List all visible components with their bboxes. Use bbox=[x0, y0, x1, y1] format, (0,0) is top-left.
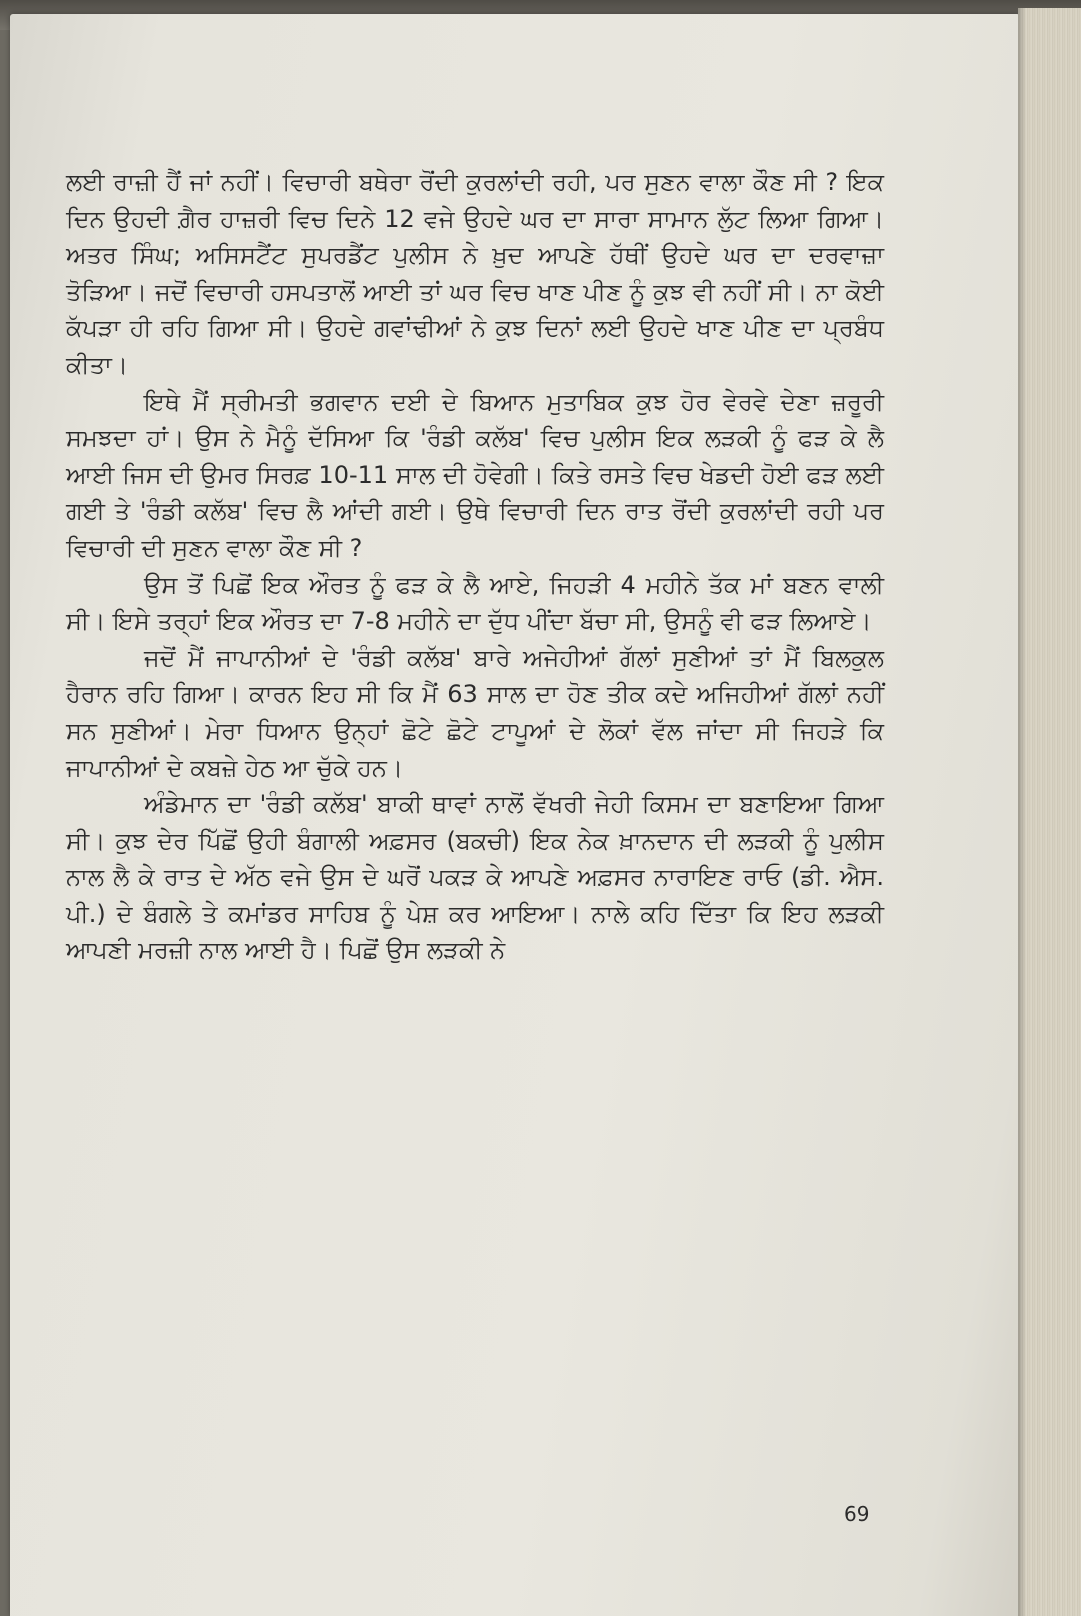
paragraph-5: ਅੰਡੇਮਾਨ ਦਾ 'ਰੰਡੀ ਕਲੱਬ' ਬਾਕੀ ਥਾਵਾਂ ਨਾਲੋਂ ਵੱਖਰੀ ਜੇਹੀ ਕਿਸਮ ਦਾ ਬਣਾਇਆ ਗਿਆ ਸੀ। ਕੁਝ ਦੇਰ ਪਿੱਛੋਂ ਉਹੀ ਬੰਗਾਲੀ ਅਫ਼ਸਰ (ਬਕਚੀ) ਇਕ ਨੇਕ ਖ਼ਾਨਦਾਨ ਦੀ ਲੜਕੀ ਨੂੰ ਪੁਲੀਸ ਨਾਲ ਲੈ ਕੇ ਰਾਤ ਦੇ ਅੱਠ ਵਜੇ ਉਸ ਦੇ ਘਰੋਂ ਪਕੜ ਕੇ ਆਪਣੇ ਅਫ਼ਸਰ ਨਾਰਾਇਣ ਰਾਓ (ਡੀ. ਐਸ. ਪੀ.) ਦੇ ਬੰਗਲੇ ਤੇ ਕਮਾਂਡਰ ਸਾਹਿਬ ਨੂੰ ਪੇਸ਼ ਕਰ ਆਇਆ। ਨਾਲੇ ਕਹਿ ਦਿੱਤਾ ਕਿ ਇਹ ਲੜਕੀ ਆਪਣੀ ਮਰਜ਼ੀ ਨਾਲ ਆਈ ਹੈ। ਪਿਛੋਂ ਉਸ ਲੜਕੀ ਨੇ bbox=[66, 790, 884, 965]
paragraph-3: ਉਸ ਤੋਂ ਪਿਛੋਂ ਇਕ ਔਰਤ ਨੂੰ ਫੜ ਕੇ ਲੈ ਆਏ, ਜਿਹੜੀ 4 ਮਹੀਨੇ ਤੱਕ ਮਾਂ ਬਣਨ ਵਾਲੀ ਸੀ। ਇਸੇ ਤਰ੍ਹਾਂ ਇਕ ਔਰਤ ਦਾ 7-8 ਮਹੀਨੇ ਦਾ ਦੁੱਧ ਪੀਂਦਾ ਬੱਚਾ ਸੀ, ਉਸਨੂੰ ਵੀ ਫੜ ਲਿਆਏ। bbox=[66, 570, 884, 636]
book-page-edges bbox=[1018, 8, 1081, 1616]
page-number: 69 bbox=[844, 1502, 870, 1526]
paragraph-4: ਜਦੋਂ ਮੈਂ ਜਾਪਾਨੀਆਂ ਦੇ 'ਰੰਡੀ ਕਲੱਬ' ਬਾਰੇ ਅਜੇਹੀਆਂ ਗੱਲਾਂ ਸੁਣੀਆਂ ਤਾਂ ਮੈਂ ਬਿਲਕੁਲ ਹੈਰਾਨ ਰਹਿ ਗਿਆ। ਕਾਰਨ ਇਹ ਸੀ ਕਿ ਮੈਂ 63 ਸਾਲ ਦਾ ਹੋਣ ਤੀਕ ਕਦੇ ਅਜਿਹੀਆਂ ਗੱਲਾਂ ਨਹੀਂ ਸਨ ਸੁਣੀਆਂ। ਮੇਰਾ ਧਿਆਨ ਉਨ੍ਹਾਂ ਛੋਟੇ ਛੋਟੇ ਟਾਪੂਆਂ ਦੇ ਲੋਕਾਂ ਵੱਲ ਜਾਂਦਾ ਸੀ ਜਿਹੜੇ ਕਿ ਜਾਪਾਨੀਆਂ ਦੇ ਕਬਜ਼ੇ ਹੇਠ ਆ ਚੁੱਕੇ ਹਨ। bbox=[66, 643, 884, 782]
book-page bbox=[10, 14, 1020, 1616]
page-text bbox=[66, 164, 884, 969]
paragraph-1: ਲਈ ਰਾਜ਼ੀ ਹੈਂ ਜਾਂ ਨਹੀਂ। ਵਿਚਾਰੀ ਬਥੇਰਾ ਰੋਂਦੀ ਕੁਰਲਾਂਦੀ ਰਹੀ, ਪਰ ਸੁਣਨ ਵਾਲਾ ਕੌਣ ਸੀ ? ਇਕ ਦਿਨ ਉਹਦੀ ਗ਼ੈਰ ਹਾਜ਼ਰੀ ਵਿਚ ਦਿਨੇ 12 ਵਜੇ ਉਹਦੇ ਘਰ ਦਾ ਸਾਰਾ ਸਾਮਾਨ ਲੁੱਟ ਲਿਆ ਗਿਆ। ਅਤਰ ਸਿੰਘ; ਅਸਿਸਟੈਂਟ ਸੁਪਰਡੈਂਟ ਪੁਲੀਸ ਨੇ ਖ਼ੁਦ ਆਪਣੇ ਹੱਥੀਂ ਉਹਦੇ ਘਰ ਦਾ ਦਰਵਾਜ਼ਾ ਤੋੜਿਆ। ਜਦੋਂ ਵਿਚਾਰੀ ਹਸਪਤਾਲੋਂ ਆਈ ਤਾਂ ਘਰ ਵਿਚ ਖਾਣ ਪੀਣ ਨੂੰ ਕੁਝ ਵੀ ਨਹੀਂ ਸੀ। ਨਾ ਕੋਈ ਕੱਪੜਾ ਹੀ ਰਹਿ ਗਿਆ ਸੀ। ਉਹਦੇ ਗਵਾਂਢੀਆਂ ਨੇ ਕੁਝ ਦਿਨਾਂ ਲਈ ਉਹਦੇ ਖਾਣ ਪੀਣ ਦਾ ਪ੍ਰਬੰਧ ਕੀਤਾ। bbox=[66, 168, 884, 379]
paragraph-2: ਇਥੇ ਮੈਂ ਸ੍ਰੀਮਤੀ ਭਗਵਾਨ ਦਈ ਦੇ ਬਿਆਨ ਮੁਤਾਬਿਕ ਕੁਝ ਹੋਰ ਵੇਰਵੇ ਦੇਣਾ ਜ਼ਰੂਰੀ ਸਮਝਦਾ ਹਾਂ। ਉਸ ਨੇ ਮੈਨੂੰ ਦੱਸਿਆ ਕਿ 'ਰੰਡੀ ਕਲੱਬ' ਵਿਚ ਪੁਲੀਸ ਇਕ ਲੜਕੀ ਨੂੰ ਫੜ ਕੇ ਲੈ ਆਈ ਜਿਸ ਦੀ ਉਮਰ ਸਿਰਫ਼ 10-11 ਸਾਲ ਦੀ ਹੋਵੇਗੀ। ਕਿਤੇ ਰਸਤੇ ਵਿਚ ਖੇਡਦੀ ਹੋਈ ਫੜ ਲਈ ਗਈ ਤੇ 'ਰੰਡੀ ਕਲੱਬ' ਵਿਚ ਲੈ ਆਂਦੀ ਗਈ। ਉਥੇ ਵਿਚਾਰੀ ਦਿਨ ਰਾਤ ਰੋਂਦੀ ਕੁਰਲਾਂਦੀ ਰਹੀ ਪਰ ਵਿਚਾਰੀ ਦੀ ਸੁਣਨ ਵਾਲਾ ਕੌਣ ਸੀ ? bbox=[66, 387, 884, 562]
